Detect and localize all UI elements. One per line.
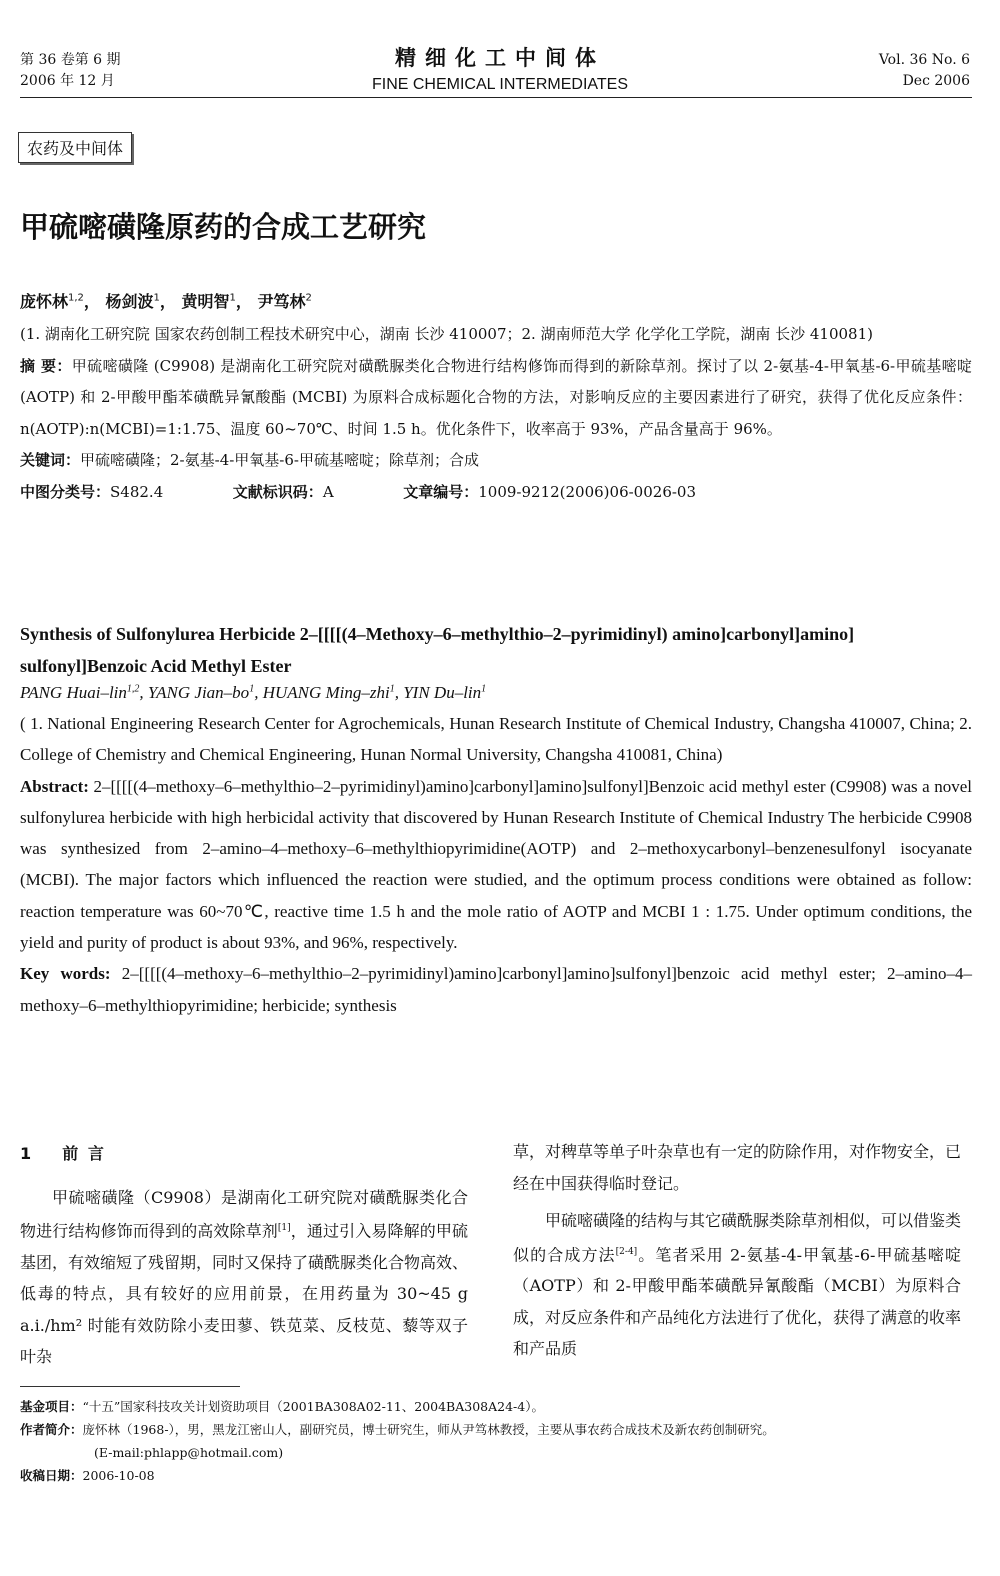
footnote-rule — [20, 1386, 240, 1387]
author-name-en: HUANG Ming–zhi — [262, 683, 390, 702]
author-name-en: PANG Huai–lin — [20, 683, 127, 702]
section-title: 前 言 — [62, 1144, 106, 1163]
author-aff-en: 1 — [249, 683, 255, 695]
journal-title-cn: 精细化工中间体 — [395, 46, 605, 70]
journal-title-en: FINE CHEMICAL INTERMEDIATES — [371, 76, 629, 93]
author-name: 黄明智 — [181, 292, 230, 311]
keywords-cn — [20, 445, 972, 477]
intro-paragraph-1 — [20, 1182, 468, 1373]
section-heading — [20, 1138, 468, 1170]
header-volume-en-line: Vol. 36 No. 6 — [878, 52, 970, 68]
clc-value: S482.4 — [110, 482, 164, 501]
header-volume-en — [879, 50, 970, 92]
author-name-en: YANG Jian–bo — [147, 683, 250, 702]
author-name: 尹笃林 — [257, 292, 306, 311]
author-email: (E-mail:phlapp@hotmail.com) — [94, 1445, 284, 1460]
header-date-en-line: Dec 2006 — [902, 73, 970, 89]
english-front-matter — [20, 708, 972, 1021]
keywords-cn-label: 关键词： — [20, 451, 81, 469]
intro-paragraph-2 — [513, 1205, 961, 1365]
intro-text-c: 甲硫嘧磺隆的结构与其它磺酰脲类除草剂相似，可以借鉴类似的合成方法 — [513, 1211, 962, 1264]
author-name: 杨剑波 — [105, 292, 154, 311]
body-left-column — [20, 1138, 468, 1373]
keywords-en-label: Key words: — [20, 964, 111, 984]
citation-ref: [1] — [277, 1223, 291, 1233]
article-number-value: 1009-9212(2006)06-0026-03 — [478, 482, 697, 501]
affiliations-en: ( 1. National Engineering Research Center for Agrochemicals, Hunan Research Institute of Chemical Industry, Changsha 410007, China; 2. College of Chemistry and Chemical Engineering, Hunan Normal University, Changsha 410081, China) — [20, 714, 972, 765]
article-title: 甲硫嘧磺隆原药的合成工艺研究 — [20, 210, 427, 244]
author-aff: 1,2 — [68, 292, 84, 304]
clc-label: 中图分类号： — [20, 482, 111, 501]
affiliations-cn: (1. 湖南化工研究院 国家农药创制工程技术研究中心，湖南 长沙 410007；2. 湖南师范大学 化学化工学院，湖南 长沙 410081) — [20, 325, 873, 343]
keywords-cn-text: 甲硫嘧磺隆；2-氨基-4-甲氧基-6-甲硫基嘧啶；除草剂；合成 — [80, 451, 479, 469]
author-list-en: PANG Huai–lin$^{1,2}$, YANG Jian–$bo^1$, HUANG Ming–zhi$^1$, YIN Du–lin$^1$ — [20, 683, 487, 702]
fund-text: “十五”国家科技攻关计划资助项目（2001BA308A02-11、2004BA308A24-4）。 — [82, 1399, 544, 1414]
received-note — [20, 1464, 980, 1487]
intro-text-b: ，通过引入易降解的甲硫基团，有效缩短了残留期，同时又保持了磺酰脲类化合物高效、低毒的特点，具有较好的应用前景，在用药量为 30~45 g a.i./hm² 时能有效防除小麦田蓼、铁苋菜、反枝苋、藜等双子叶杂 — [20, 1221, 469, 1367]
received-date: 2006-10-08 — [82, 1468, 155, 1483]
abstract-cn-text: 甲硫嘧磺隆 (C9908) 是湖南化工研究院对磺酰脲类化合物进行结构修饰而得到的新除草剂。探讨了以 2-氨基-4-甲氧基-6-甲硫基嘧啶 (AOTP) 和 2-甲酸甲酯苯磺酰异氰酸酯 (MCBI) 为原料合成标题化合物的方法，对影响反应的主要因素进行了研究，获得了优化反应条件：n(AOTP):n(MCBI)=1:1.75、温度 60~70℃、时间 1.5 h。优化条件下，收率高于 93%，产品含量高于 96%。 — [20, 356, 972, 438]
author-aff: 1 — [229, 292, 236, 304]
fund-label: 基金项目： — [20, 1399, 83, 1414]
citation-ref: [2-4] — [615, 1246, 638, 1257]
journal-header — [330, 42, 670, 94]
header-volume-cn — [20, 50, 121, 92]
section-number: 1 — [20, 1144, 34, 1163]
front-matter-cn — [20, 319, 972, 508]
keywords-en-text: 2–[[[[(4–methoxy–6–methylthio–2–pyrimidinyl)amino]carbonyl]amino]sulfonyl]benzoic acid methyl ester; 2–amino–4–methoxy–6–methylthiopyrimidine; herbicide; synthesis — [20, 964, 972, 1015]
author-list-cn: 庞怀林$^{1,2}$， 杨剑波$^1$， 黄明智$^1$， 尹笃林$^2$ — [20, 292, 312, 311]
author-aff-en: 1 — [481, 683, 487, 695]
author-bio-label: 作者简介： — [20, 1422, 83, 1437]
abstract-cn — [20, 351, 972, 446]
fund-note — [20, 1395, 980, 1418]
header-rule — [20, 97, 972, 98]
abstract-en — [20, 771, 972, 959]
author-aff: 1 — [153, 292, 160, 304]
header-volume-line: 第 36 卷第 6 期 — [20, 52, 121, 68]
author-bio-note — [20, 1418, 980, 1441]
author-aff: 2 — [305, 292, 312, 304]
intro-text-a: 甲硫嘧磺隆（C9908）是湖南化工研究院对磺酰脲类化合物进行结构修饰而得到的高效除草剂 — [20, 1187, 468, 1241]
classification-line — [20, 477, 972, 509]
footnotes — [20, 1395, 980, 1487]
doc-code-label: 文献标识码： — [232, 482, 323, 501]
abstract-en-text: 2–[[[[(4–methoxy–6–methylthio–2–pyrimidinyl)amino]carbonyl]amino]sulfonyl]Benzoic acid methyl ester (C9908) was a novel sulfonylurea herbicide with high herbicidal activity that discovered by Hunan Research Institute of Chemical Industry The herbicide C9908 was synthesized from 2–amino–4–methoxy–6–methylthiopyrimidine(AOTP) and 2–methoxycarbonyl–benzenesulfonyl isocyanate (MCBI). The major factors which influenced the reaction were studied, and the optimum process conditions were obtained as follow: reaction temperature was 60~70℃, reactive time 1.5 h and the mole ratio of AOTP and MCBI 1 : 1.75. Under optimum conditions, the yield and purity of product is about 93%, and 96%, respectively. — [20, 776, 972, 953]
author-name: 庞怀林 — [20, 292, 69, 311]
doc-code-value: A — [322, 482, 334, 501]
abstract-en-label: Abstract: — [20, 776, 89, 796]
intro-text-d: 。笔者采用 2-氨基-4-甲氧基-6-甲硫基嘧啶（AOTP）和 2-甲酸甲酯苯磺酰异氰酸酯（MCBI）为原料合成，对反应条件和产品纯化方法进行了优化，获得了满意的收率和产品质 — [513, 1244, 962, 1359]
english-title: Synthesis of Sulfonylurea Herbicide 2–[[[[(4–Methoxy–6–methylthio–2–pyrimidinyl) amino]carbonyl]amino] sulfonyl]Benzoic Acid Methyl Ester — [20, 624, 855, 676]
author-aff-en: 1,2 — [126, 683, 140, 695]
header-date-line: 2006 年 12 月 — [20, 73, 115, 89]
article-number-label: 文章编号： — [403, 482, 479, 501]
author-bio-text: 庞怀林（1968-），男，黑龙江密山人，副研究员，博士研究生，师从尹笃林教授，主要从事农药合成技术及新农药创制研究。 — [82, 1422, 775, 1437]
section-tag: 农药及中间体 — [18, 132, 132, 163]
received-label: 收稿日期： — [20, 1468, 83, 1483]
abstract-cn-label: 摘 要： — [20, 356, 72, 375]
author-name-en: YIN Du–lin — [403, 683, 482, 702]
keywords-en — [20, 958, 972, 1021]
body-right-column — [513, 1136, 961, 1365]
author-aff-en: 1 — [389, 683, 395, 695]
intro-paragraph-continued: 草，对稗草等单子叶杂草也有一定的防除作用，对作物安全，已经在中国获得临时登记。 — [513, 1142, 962, 1193]
